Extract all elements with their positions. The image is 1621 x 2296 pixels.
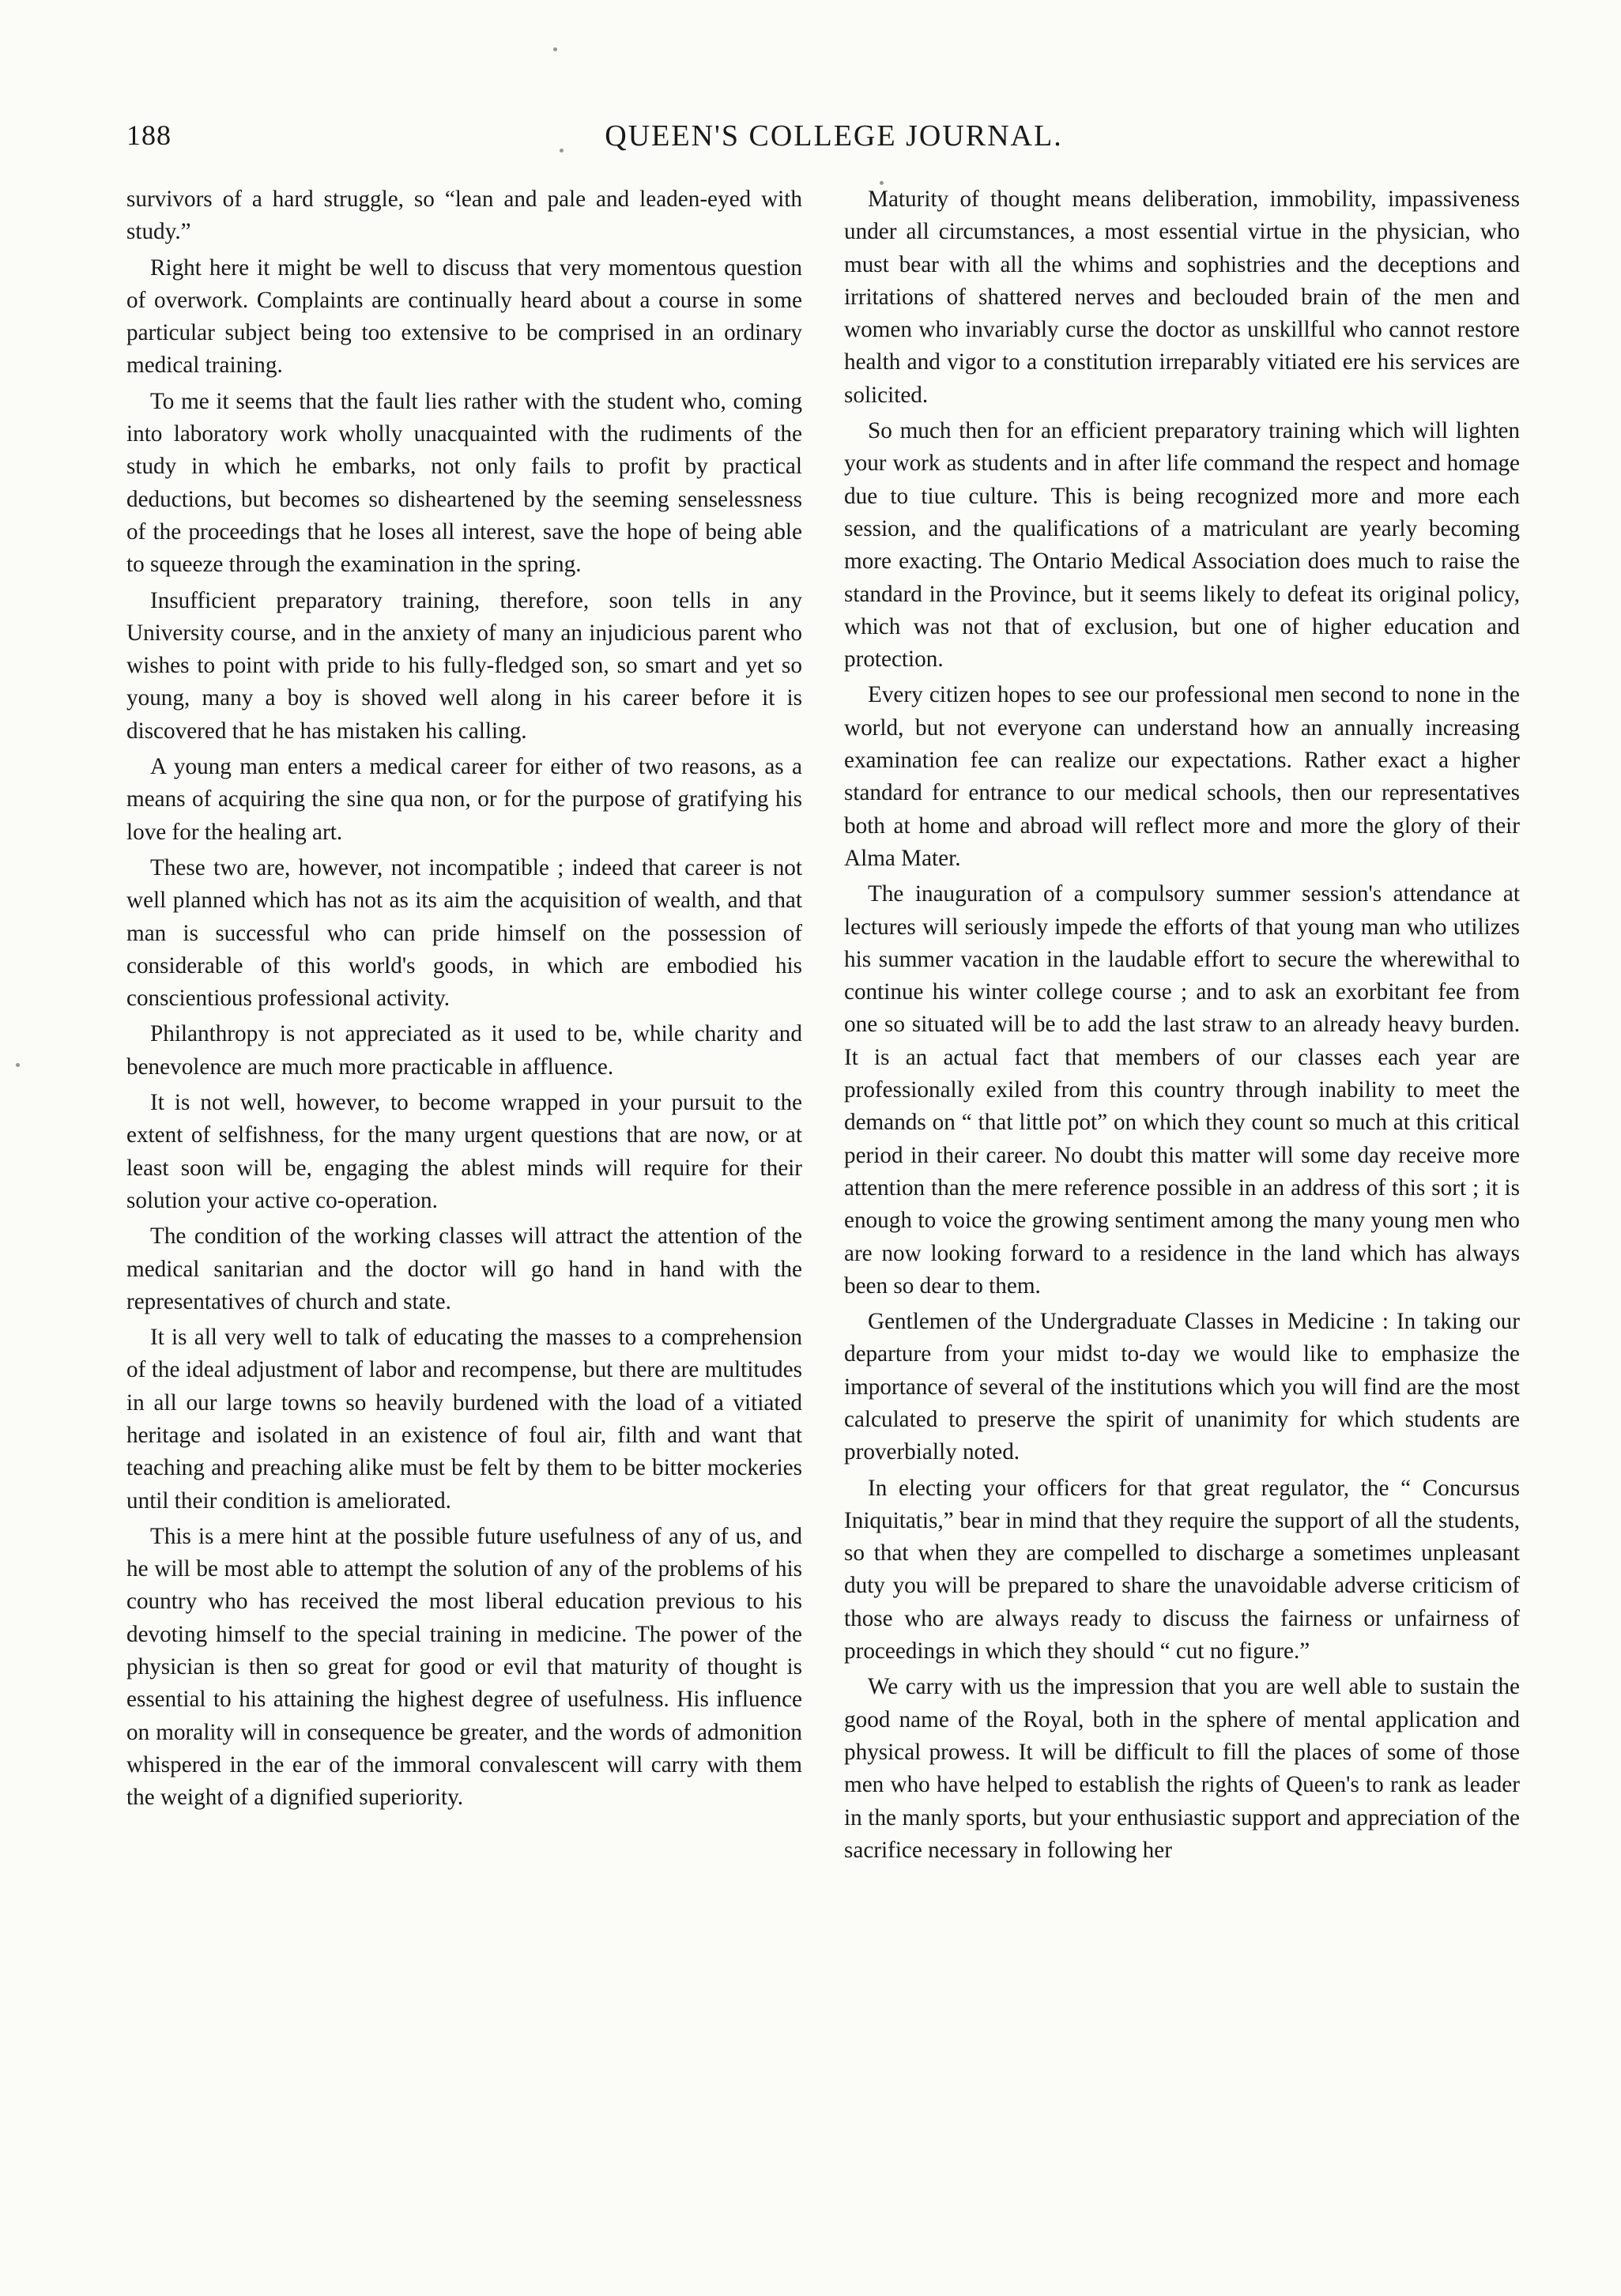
journal-title: QUEEN'S COLLEGE JOURNAL.	[605, 119, 1063, 153]
paragraph: Philanthropy is not appreciated as it used to be, while charity and benevolence are much more practicable in affluence.	[126, 1021, 802, 1080]
paragraph: survivors of a hard struggle, so “lean and pale and leaden-eyed with study.”	[126, 187, 802, 245]
paragraph: Every citizen hopes to see our professional men second to none in the world, but not everyone can understand how an annually increasing examination fee can realize our expectations. Rather exact a higher standard for entrance to our medical schools, then our representatives both at home and abroad will reflect more and more the glory of their Alma Mater.	[844, 682, 1520, 871]
paragraph: The condition of the working classes will attract the attention of the medical sanitarian and the doctor will go hand in hand with the representatives of church and state.	[126, 1223, 802, 1314]
paragraph: A young man enters a medical career for either of two reasons, as a means of acquiring the sine qua non, or for the purpose of gratifying his love for the healing art.	[126, 754, 802, 845]
print-speck	[560, 149, 564, 153]
paragraph: Insufficient preparatory training, therefore, soon tells in any University course, and in the anxiety of many an injudicious parent who wishes to point with pride to his fully-fledged son, so smart and yet so young, many a boy is shoved well along in his career before it is discovered that he has mistaken his calling.	[126, 587, 802, 744]
paragraph: To me it seems that the fault lies rather with the student who, coming into laboratory work wholly unacquainted with the rudiments of the study in which he embarks, not only fails to profit by practical deductions, but becomes so disheartened by the seeming senselessness of the proceedings that he loses all interest, save the hope of being able to squeeze through the examination in the spring.	[126, 388, 802, 578]
paragraph: This is a mere hint at the possible future usefulness of any of us, and he will be most able to attempt the solution of any of the problems of his country who has received the most liberal education previous to his devoting himself to the special training in medicine. The power of the physician is then so great for good or evil that maturity of thought is essential to his attaining the highest degree of usefulness. His influence on morality will in consequence be greater, and the words of admonition whispered in the ear of the immoral convalescent will carry with them the weight of a dignified superiority.	[126, 1523, 802, 1811]
paragraph: Maturity of thought means deliberation, immobility, impassiveness under all circumstances, a most essential virtue in the physician, who must bear with all the whims and sophistries and the deceptions and irritations of shattered nerves and beclouded brain of the men and women who invariably curse the doctor as unskillful who cannot restore health and vigor to a constitution irreparably vitiated ere his services are solicited.	[844, 187, 1520, 408]
left-column	[126, 183, 802, 1815]
right-column	[844, 183, 1520, 1867]
page-number: 188	[126, 119, 172, 151]
paragraph: The inauguration of a compulsory summer session's attendance at lectures will seriously impede the efforts of that young man who utilizes his summer vacation in the laudable effort to secure the wherewithal to continue his winter college course ; and to ask an exorbitant fee from one so situated will be to add the last straw to an already heavy burden. It is an actual fact that members of our classes each year are professionally exiled from this country through inability to meet the demands on “ that little pot” on which they count so much at this critical period in their career. No doubt this matter will some day receive more attention than the mere reference possible in an address of this sort ; it is enough to voice the growing sentiment among the many young men who are now looking forward to a residence in the land which has always been so dear to them.	[844, 881, 1520, 1299]
print-speck	[16, 1063, 20, 1067]
paragraph: Right here it might be well to discuss that very momentous question of overwork. Complaints are continually heard about a course in some particular subject being too extensive to be comprised in an ordinary medical training.	[126, 254, 802, 379]
page-header	[126, 119, 1541, 166]
paragraph: These two are, however, not incompatible ; indeed that career is not well planned which has not as its aim the acquisition of wealth, and that man is successful who can pride himself on the possession of considerable of this world's goods, in which are embodied his conscientious professional activity.	[126, 854, 802, 1012]
paragraph: Gentlemen of the Undergraduate Classes in Medicine : In taking our departure from your midst to-day we would like to emphasize the importance of several of the institutions which you will find are the most calculated to preserve the spirit of unanimity for which students are proverbially noted.	[844, 1309, 1520, 1465]
print-speck	[553, 47, 557, 51]
paragraph: It is not well, however, to become wrapped in your pursuit to the extent of selfishness, for the many urgent questions that are now, or at least soon will be, engaging the ablest minds will require for their solution your active co-operation.	[126, 1090, 802, 1213]
paragraph: It is all very well to talk of educating the masses to a comprehension of the ideal adjustment of labor and recompense, but there are multitudes in all our large towns so heavily burdened with the load of a vitiated heritage and isolated in an existence of foul air, filth and want that teaching and preaching alike must be felt by them to be bitter mockeries until their condition is ameliorated.	[126, 1325, 802, 1514]
paragraph: We carry with us the impression that you are well able to sustain the good name of the Royal, both in the sphere of mental application and physical prowess. It will be difficult to fill the places of some of those men who have helped to establish the rights of Queen's to rank as leader in the manly sports, but your enthusiastic support and appreciation of the sacrifice necessary in following her	[844, 1674, 1520, 1863]
paragraph: In electing your officers for that great regulator, the “ Concursus Iniquitatis,” bear in mind that they require the support of all the students, so that when they are compelled to discharge a sometimes unpleasant duty you will be prepared to share the unavoidable adverse criticism of those who are always ready to discuss the fairness or unfairness of proceedings in which they should “ cut no figure.”	[844, 1475, 1520, 1665]
paragraph: So much then for an efficient preparatory training which will lighten your work as students and in after life command the respect and homage due to tiue culture. This is being recognized more and more each session, and the qualifications of a matriculant are yearly becoming more exacting. The Ontario Medical Association does much to raise the standard in the Province, but it seems likely to defeat its original policy, which was not that of exclusion, but one of higher education and protection.	[844, 418, 1520, 673]
